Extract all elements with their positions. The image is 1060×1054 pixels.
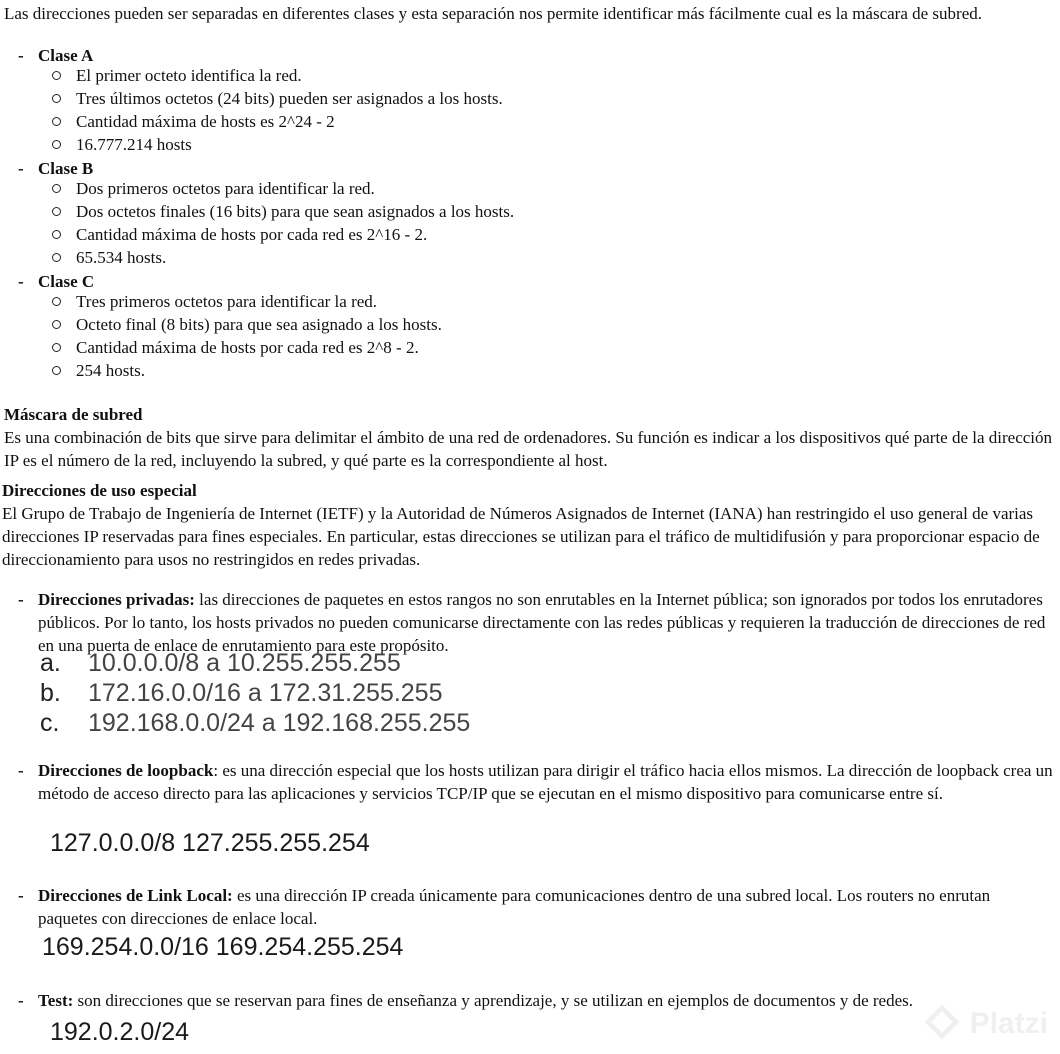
list-item: El primer octeto identifica la red.: [52, 64, 952, 87]
list-item: Cantidad máxima de hosts por cada red es 2^8 - 2.: [52, 336, 952, 359]
dash-bullet: -: [18, 46, 24, 65]
test-label: Test:: [38, 991, 74, 1010]
class-b-title: Clase B: [38, 159, 94, 178]
test-text: son direcciones que se reservan para fines de enseñanza y aprendizaje, y se utilizan en ejemplos de documentos y de redes.: [73, 991, 914, 1010]
mask-paragraph: Es una combinación de bits que sirve para delimitar el ámbito de una red de ordenadores. Su función es indicar a los dispositivos qué parte de la dirección IP es el número de la red, incluyendo la subred, y qué parte es la correspondiente al host.: [4, 428, 1053, 470]
circle-bullet-icon: [52, 320, 61, 329]
mask-section: [4, 403, 1056, 472]
platzi-watermark: [970, 1004, 1048, 1044]
private-label: Direcciones privadas:: [38, 590, 195, 609]
circle-bullet-icon: [52, 253, 61, 262]
watermark-text: Platzi: [969, 1007, 1048, 1040]
class-b-list: [52, 177, 952, 269]
special-heading: Direcciones de uso especial: [2, 481, 197, 500]
linklocal-text: es una dirección IP creada únicamente para comunicaciones dentro de una subred local. Los routers no enrutan paquetes con direcciones de enlace local.: [38, 886, 991, 928]
dash-bullet: -: [18, 886, 24, 905]
list-item: Dos primeros octetos para identificar la red.: [52, 177, 952, 200]
circle-bullet-icon: [52, 140, 61, 149]
circle-bullet-icon: [52, 207, 61, 216]
loopback-text: : es una dirección especial que los hosts utilizan para dirigir el tráfico hacia ellos mismos. La dirección de loopback crea un método de acceso directo para las aplicaciones y servicios TCP/IP que se ejecutan en el mismo dispositivo para comunicarse entre sí.: [38, 761, 1053, 803]
test-paragraph: [38, 989, 1053, 1012]
range-letter: a.: [40, 649, 61, 677]
class-c-list: [52, 290, 952, 382]
circle-bullet-icon: [52, 117, 61, 126]
loopback-label: Direcciones de loopback: [38, 761, 214, 780]
loopback-paragraph: [38, 759, 1053, 805]
range-value: 172.16.0.0/16 a 172.31.255.255: [88, 679, 443, 707]
circle-bullet-icon: [52, 366, 61, 375]
list-item: 65.534 hosts.: [52, 246, 952, 269]
private-text: las direcciones de paquetes en estos rangos no son enrutables en la Internet pública; son ignorados por todos los enrutadores públicos. Por lo tanto, los hosts privados no pueden comunicarse directamente con las redes públicas y requieren la traducción de direcciones de red en una puerta de enlace de enrutamiento para este propósito.: [38, 590, 1046, 655]
list-item: 254 hosts.: [52, 359, 952, 382]
class-c-title: Clase C: [38, 272, 95, 291]
list-item: Cantidad máxima de hosts por cada red es 2^16 - 2.: [52, 223, 952, 246]
list-item: Octeto final (8 bits) para que sea asignado a los hosts.: [52, 313, 952, 336]
mask-heading: Máscara de subred: [4, 405, 143, 424]
range-letter: c.: [40, 709, 60, 737]
class-a-list: [52, 64, 952, 156]
list-item: Tres primeros octetos para identificar la red.: [52, 290, 952, 313]
list-item: 16.777.214 hosts: [52, 133, 952, 156]
range-value: 192.168.0.0/24 a 192.168.255.255: [88, 709, 471, 737]
private-paragraph: [38, 588, 1053, 657]
dash-bullet: -: [18, 761, 24, 780]
circle-bullet-icon: [52, 230, 61, 239]
special-section: [2, 479, 1054, 571]
circle-bullet-icon: [52, 184, 61, 193]
list-item: Dos octetos finales (16 bits) para que sean asignados a los hosts.: [52, 200, 952, 223]
class-a-title: Clase A: [38, 46, 94, 65]
dash-bullet: -: [18, 272, 24, 291]
special-paragraph: El Grupo de Trabajo de Ingeniería de Internet (IETF) y la Autoridad de Números Asignados de Internet (IANA) han restringido el uso general de varias direcciones IP reservadas para fines especiales. En particular, estas direcciones se utilizan para el tráfico de multidifusión y para proporcionar espacio de direccionamiento para usos no restringidos en redes privadas.: [2, 504, 1040, 569]
dash-bullet: -: [18, 159, 24, 178]
circle-bullet-icon: [52, 297, 61, 306]
circle-bullet-icon: [52, 71, 61, 80]
dash-bullet: -: [18, 991, 24, 1010]
dash-bullet: -: [18, 590, 24, 609]
circle-bullet-icon: [52, 94, 61, 103]
list-item: Tres últimos octetos (24 bits) pueden ser asignados a los hosts.: [52, 87, 952, 110]
range-value: 10.0.0.0/8 a 10.255.255.255: [88, 649, 401, 677]
list-item: Cantidad máxima de hosts es 2^24 - 2: [52, 110, 952, 133]
linklocal-label: Direcciones de Link Local:: [38, 886, 233, 905]
circle-bullet-icon: [52, 343, 61, 352]
platzi-logo-icon: [922, 1004, 962, 1044]
range-letter: b.: [40, 679, 61, 707]
linklocal-paragraph: [38, 884, 1053, 930]
loopback-range: 127.0.0.0/8 127.255.255.254: [50, 829, 370, 857]
intro-paragraph: Las direcciones pueden ser separadas en diferentes clases y esta separación nos permite identificar más fácilmente cual es la máscara de subred.: [4, 4, 983, 23]
test-range: 192.0.2.0/24: [50, 1018, 190, 1046]
linklocal-range: 169.254.0.0/16 169.254.255.254: [42, 933, 404, 961]
